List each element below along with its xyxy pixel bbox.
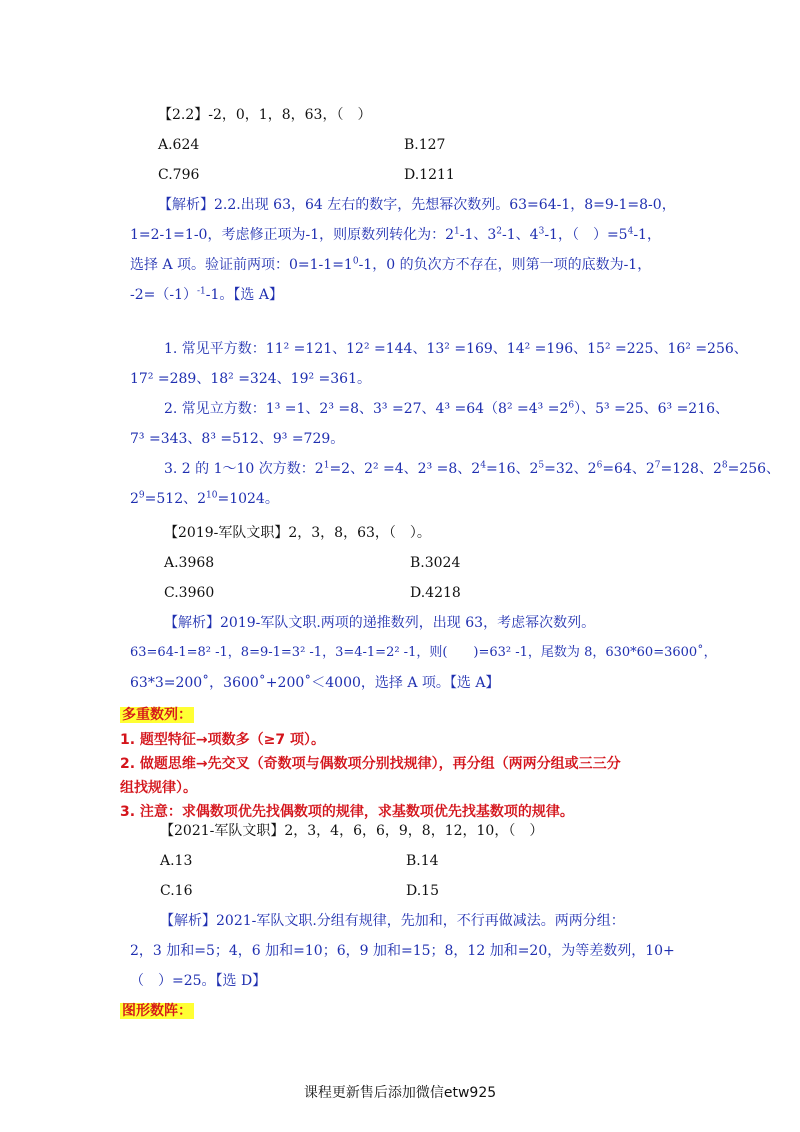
option-c: C.796 xyxy=(158,167,200,183)
analysis-label: 【解析】 xyxy=(158,197,214,213)
section-figure-matrix xyxy=(120,998,680,1024)
option-d: D.4218 xyxy=(410,585,461,601)
options-row xyxy=(130,160,690,190)
section-multi-sequence xyxy=(120,702,680,824)
option-b: B.14 xyxy=(406,853,439,869)
analysis-line: 63=64-1=8² -1，8=9-1=3² -1，3=4-1=2² -1，则( )=63² -1，尾数为 8，630*60=3600˚， xyxy=(130,645,717,660)
analysis-line: 63*3=200˚，3600˚+200˚＜4000，选择 A 项。【选 A】 xyxy=(130,675,500,691)
option-c: C.3960 xyxy=(164,585,215,601)
analysis-line: 2，3 加和=5；4，6 加和=10；6，9 加和=15；8，12 加和=20，为等差数列，10+ xyxy=(130,943,675,959)
analysis-line: （ ）=25。【选 D】 xyxy=(130,973,267,989)
options-row xyxy=(130,548,690,578)
option-c: C.16 xyxy=(160,883,193,899)
analysis-label: 【解析】 xyxy=(164,615,220,631)
note-cubes-cont: 7³ =343、8³ =512、9³ =729。 xyxy=(130,431,345,447)
power-notes xyxy=(130,334,781,514)
option-a: A.624 xyxy=(158,137,200,153)
analysis-line: 【解析】2.2.出现 63，64 左右的数字，先想幂次数列。63=64-1，8=9-1=8-0， xyxy=(158,197,676,213)
note-cubes: 2. 常见立方数：1³ =1、2³ =8、3³ =27、$4^3 =64(8^2 =4^3 =2^6)$、5³ =25、6³ =216、 xyxy=(164,400,730,417)
question-2-2 xyxy=(130,100,690,310)
section-point-1: 1. 题型特征→项数多（≥7 项）。 xyxy=(120,732,326,748)
question-2019 xyxy=(130,518,717,698)
footer-note: 课程更新售后添加微信etw925 xyxy=(303,1085,497,1101)
question-stem: 【2019-军队文职】2，3，8，63，（ ）。 xyxy=(164,525,431,541)
note-squares-cont: 17² =289、18² =324、19² =361。 xyxy=(130,371,371,387)
analysis-line: 1=2-1=1-0，考虑修正项为-1，则原数列转化为：$2^1-1$、$3^2-1$、$4^3-1$，（ ）$=5^4-1$， xyxy=(130,226,661,243)
section-point-2: 2. 做题思维→先交叉（奇数项与偶数项分别找规律），再分组（两两分组或三三分 xyxy=(120,756,621,772)
section-title: 图形数阵： xyxy=(122,1003,192,1019)
question-stem: 【2021-军队文职】2，3，4，6，6，9，8，12，10，（ ） xyxy=(160,823,544,839)
note-powers-of-two-cont: $2^9=512$、$2^{10}=1024$。 xyxy=(130,490,279,507)
note-powers-of-two: 3. 2 的 1～10 次方数：$2^1=2$、2² =4、2³ =8、$2^4=16$、$2^5=32$、$2^6=64$、$2^7=128$、$2^8=256$、 xyxy=(164,460,781,477)
question-2021 xyxy=(130,816,690,996)
option-a: A.13 xyxy=(160,853,193,869)
analysis-line: 【解析】2019-军队文职.两项的递推数列，出现 63，考虑幂次数列。 xyxy=(164,615,596,631)
analysis-label: 【解析】 xyxy=(160,913,216,929)
option-a: A.3968 xyxy=(164,555,215,571)
section-point-3: 3. 注意：求偶数项优先找偶数项的规律，求基数项优先找基数项的规律。 xyxy=(120,804,574,820)
question-stem: 【2.2】-2，0，1，8，63，（ ） xyxy=(158,107,372,123)
option-d: D.1211 xyxy=(404,167,455,183)
options-row xyxy=(130,846,690,876)
section-point-2-cont: 组找规律）。 xyxy=(120,780,197,796)
section-title: 多重数列： xyxy=(122,707,192,723)
option-b: B.127 xyxy=(404,137,446,153)
option-d: D.15 xyxy=(406,883,439,899)
note-squares: 1. 常见平方数：11² =121、12² =144、13² =169、14² =196、15² =225、16² =256、 xyxy=(164,341,748,357)
options-row xyxy=(130,578,690,608)
options-row xyxy=(130,876,690,906)
analysis-line: 【解析】2021-军队文职.分组有规律，先加和，不行再做减法。两两分组： xyxy=(160,913,625,929)
option-b: B.3024 xyxy=(410,555,461,571)
options-row xyxy=(130,130,690,160)
analysis-line: 选择 A 项。验证前两项：$0=1-1=1^0-1$，0 的负次方不存在，则第一项的底数为-1， xyxy=(130,256,652,273)
analysis-line: $-2=(-1)^{-1}-1$。【选 A】 xyxy=(130,286,283,303)
